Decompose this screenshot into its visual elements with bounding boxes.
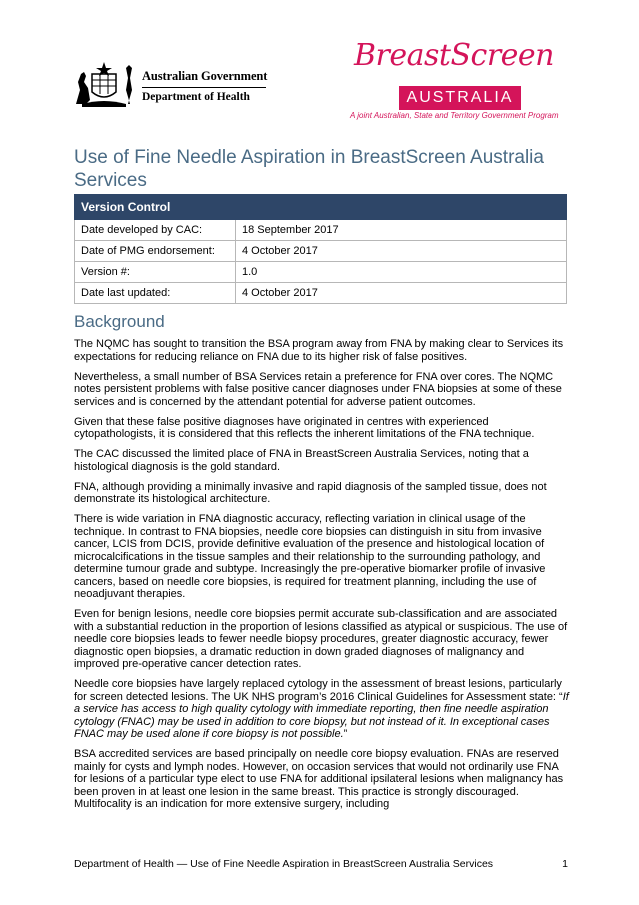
paragraph: Even for benign lesions, needle core biopsies permit accurate sub-classification and are associated with a substantial reduction in the proportion of lesions classified as atypical or suspicious. The use of needle core biopsies leads to fewer needle biopsy procedures, greater diagnostic accuracy, fewer diagnostic open biopsies, a dramatic reduction in down graded diagnoses of malignancy and improved pre-operative cancer detection rates. [74, 608, 568, 670]
paragraph: There is wide variation in FNA diagnostic accuracy, reflecting variation in clinical usage of the technique. In contrast to FNA biopsies, needle core biopsies can distinguish in situ from invasive cancer, LCIS from DCIS, provide definitive evaluation of the presence and histological location of microcalcifications in the tissue samples and their relationship to the surrounding pathology, and determine tumour grade and subtype. Increasingly the pre-operative biomarker profile of invasive cancers, based on needle core biopsies, is required for treatment planning, including the use of neoadjuvant therapies. [74, 513, 546, 600]
row-label: Date last updated: [75, 283, 236, 304]
coat-of-arms-icon [72, 60, 136, 108]
logo-divider [142, 87, 266, 88]
table-row [75, 220, 567, 241]
background-heading: Background [74, 312, 165, 331]
quote-tail: ” [343, 728, 348, 740]
row-value: 4 October 2017 [236, 283, 567, 304]
breastscreen-wordmark: BreastScreen [353, 38, 554, 73]
table-row [75, 283, 567, 304]
row-value: 1.0 [236, 262, 567, 283]
row-value: 4 October 2017 [236, 241, 567, 262]
page-number: 1 [562, 858, 568, 870]
paragraph: Given that these false positive diagnoses have originated in centres with experienced cytopathologists, it is considered that this reflects the inherent limitations of the FNA technique. [74, 415, 535, 440]
row-label: Date developed by CAC: [75, 220, 236, 241]
quote-lead: Needle core biopsies have largely replaced cytology in the assessment of breast lesions, particularly for screen detected lesions. The UK NHS program’s 2016 Clinical Guidelines for Assessment state: “ [74, 678, 563, 703]
table-row [75, 262, 567, 283]
row-label: Date of PMG endorsement: [75, 241, 236, 262]
row-label: Version #: [75, 262, 236, 283]
version-control-heading: Version Control [75, 195, 567, 220]
footer-text: Department of Health — Use of Fine Needle Aspiration in BreastScreen Australia Services [74, 858, 494, 870]
table-row [75, 241, 567, 262]
paragraph: BSA accredited services are based principally on needle core biopsy evaluation. FNAs are reserved mainly for cysts and lymph nodes. However, on occasion services that would not ordinarily use FNA for lesions of a particular type elect to use FNA for additional ipsilateral lesions when malignancy has been proven in at least one lesion in the same breast. This practice is strongly discouraged. Multifocality is an indication for more extensive surgery, including [74, 748, 564, 810]
guideline-quote: If a service has access to high quality cytology with immediate reporting, then fine needle aspiration cytology (FNAC) may be used in addition to core biopsy, but not instead of it. In exceptional cases FNAC may be used alone if core biopsy is not possible. [74, 690, 569, 740]
version-control-table [74, 194, 567, 304]
breastscreen-logo [350, 38, 580, 128]
uk-guidelines-paragraph [74, 678, 572, 741]
paragraph: The NQMC has sought to transition the BSA program away from FNA by making clear to Services its expectations for reducing reliance on FNA due to its higher risk of false positives. [74, 338, 564, 363]
paragraph: Nevertheless, a small number of BSA Services retain a preference for FNA over cores. The NQMC notes persistent problems with false positive cancer diagnoses under FNA biopsies at some of these services and is concerned by the attendant potential for adverse patient outcomes. [74, 370, 562, 408]
document-title: Use of Fine Needle Aspiration in BreastScreen Australia Services [74, 147, 544, 191]
table-header-row [75, 195, 567, 220]
paragraph: FNA, although providing a minimally invasive and rapid diagnosis of the sampled tissue, does not demonstrate its histological architecture. [74, 480, 547, 505]
background-body [74, 338, 572, 818]
row-value: 18 September 2017 [236, 220, 567, 241]
australian-government-logo [72, 60, 282, 110]
program-tagline: A joint Australian, State and Territory Government Program [350, 111, 559, 120]
paragraph: The CAC discussed the limited place of FNA in BreastScreen Australia Services, noting that a histological diagnosis is the gold standard. [74, 448, 529, 473]
government-name: Australian Government [142, 69, 268, 83]
australia-band: AUSTRALIA [399, 86, 521, 110]
department-name: Department of Health [142, 91, 250, 103]
